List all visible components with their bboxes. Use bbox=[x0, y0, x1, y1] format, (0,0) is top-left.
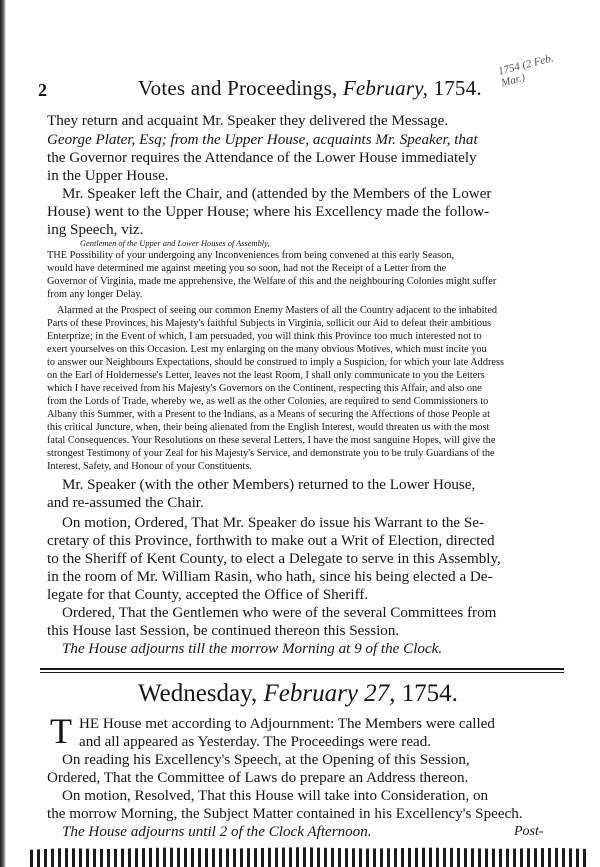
speech-line: to answer our Neighbours Expectations, should be construed to imply a Suspicion, for which your late Address bbox=[47, 357, 504, 368]
proc-line: in the room of Mr. William Rasin, who hath, since his being elected a De- bbox=[47, 569, 493, 585]
day-line: HE House met according to Adjournment: The Members were called bbox=[79, 716, 495, 732]
speech-line: from any longer Delay. bbox=[47, 289, 143, 300]
speech-line: exert yourselves on this Occasion. Lest my enlarging on the many obvious Motives, which must incite you bbox=[47, 344, 487, 355]
proc-line: to the Sheriff of Kent County, to elect a Delegate to serve in this Assembly, bbox=[47, 551, 501, 567]
speech-line: Enterprize; in the Event of which, I am persuaded, you will think this Province too much interested not to bbox=[47, 331, 482, 342]
proc-line: House) went to the Upper House; where his Excellency made the follow- bbox=[47, 204, 490, 220]
speech-line: Alarmed at the Prospect of seeing our common Enemy Masters of all the Country adjacent to the inhabited bbox=[57, 305, 498, 316]
running-head-year: 1754. bbox=[428, 76, 482, 100]
speech-line: which I have received from his Majesty's Governors on the Continent, respecting this Affair, and also one bbox=[47, 383, 482, 394]
adjournment-line: The House adjourns till the morrow Morning at 9 of the Clock. bbox=[62, 641, 443, 657]
speech-line: Governor of Virginia, made me apprehensive, the Welfare of this and the neighbouring Colonies might suffer bbox=[47, 276, 497, 287]
proc-line: Mr. Speaker (with the other Members) returned to the Lower House, bbox=[62, 477, 476, 493]
day-heading-date: February 27, bbox=[263, 680, 396, 707]
speech-line: Parts of these Provinces, his Majesty's faithful Subjects in Virginia, sollicit our Aid to defeat their ambitious bbox=[47, 318, 492, 329]
scan-edge-shadow bbox=[0, 0, 6, 867]
day-line: Ordered, That the Committee of Laws do prepare an Address thereon. bbox=[47, 770, 469, 786]
speech-line: this critical Juncture, when, their being alienated from the English Interest, would threaten us with the most bbox=[47, 422, 490, 433]
proc-line: this House last Session, be continued thereon this Session. bbox=[47, 623, 400, 639]
proc-line: Ordered, That the Gentlemen who were of the several Committees from bbox=[62, 605, 497, 621]
adjournment-line: The House adjourns until 2 of the Clock Afternoon. bbox=[62, 824, 372, 840]
drop-cap: T bbox=[50, 711, 72, 751]
proc-line: the Governor requires the Attendance of the Lower House immediately bbox=[47, 150, 477, 166]
day-line: and all appeared as Yesterday. The Proceedings were read. bbox=[79, 734, 432, 750]
day-heading-year: 1754. bbox=[395, 680, 458, 707]
proc-line: Mr. Speaker left the Chair, and (attended by the Members of the Lower bbox=[62, 186, 492, 202]
proc-line: legate for that County, accepted the Office of Sheriff. bbox=[47, 587, 369, 603]
marginal-annotation: 1754 (2 Feb. Mar.) bbox=[497, 52, 555, 90]
speech-line: Albany this Summer, with a Present to the Indians, as a Means of securing the Affections of those People at bbox=[47, 409, 490, 420]
page-number: 2 bbox=[38, 80, 47, 100]
proc-line: On motion, Ordered, That Mr. Speaker do issue his Warrant to the Se- bbox=[62, 515, 485, 531]
torn-page-edge bbox=[30, 846, 590, 867]
running-head bbox=[138, 76, 482, 101]
speech-line: strongest Testimony of your Zeal for his Majesty's Service, and demonstrate you to be truly Guardians of the bbox=[47, 448, 495, 459]
running-head-title: Votes and Proceedings, bbox=[138, 76, 343, 100]
day-line: On motion, Resolved, That this House will take into Consideration, on bbox=[62, 788, 489, 804]
speech-salutation: Gentlemen of the Upper and Lower Houses of Assembly, bbox=[80, 239, 270, 248]
speech-line: fatal Consequences. Your Resolutions on these several Letters, I have the most sanguine Hopes, will give the bbox=[47, 435, 496, 446]
section-divider bbox=[40, 668, 564, 673]
proc-line: and re-assumed the Chair. bbox=[47, 495, 204, 511]
day-heading bbox=[138, 680, 458, 708]
proc-line: cretary of this Province, forthwith to make out a Writ of Election, directed bbox=[47, 533, 495, 549]
speech-line: Interest, Safety, and Honour of your Constituents. bbox=[47, 461, 252, 472]
speech-line: from the Lords of Trade, whereby we, as well as the other Colonies, are required to send Commissioners to bbox=[47, 396, 489, 407]
day-heading-day: Wednesday, bbox=[138, 680, 264, 707]
running-head-month: February, bbox=[342, 76, 429, 100]
proc-line: George Plater, Esq; from the Upper House, acquaints Mr. Speaker, that bbox=[47, 132, 478, 148]
catchword: Post- bbox=[514, 824, 544, 839]
proc-line: They return and acquaint Mr. Speaker they delivered the Message. bbox=[47, 113, 449, 129]
speech-line: would have determined me against meeting you so soon, had not the Receipt of a Letter from the bbox=[47, 263, 447, 274]
day-line: On reading his Excellency's Speech, at the Opening of this Session, bbox=[62, 752, 470, 768]
proc-line: in the Upper House. bbox=[47, 168, 169, 184]
speech-line: on the Earl of Holdernesse's Letter, leaves not the least Room, I shall only communicate to you the Letters bbox=[47, 370, 485, 381]
proc-line: ing Speech, viz. bbox=[47, 222, 144, 238]
day-line: the morrow Morning, the Subject Matter contained in his Excellency's Speech. bbox=[47, 806, 523, 822]
speech-line: THE Possibility of your undergoing any Inconveniences from being convened at this early Season, bbox=[47, 250, 455, 261]
